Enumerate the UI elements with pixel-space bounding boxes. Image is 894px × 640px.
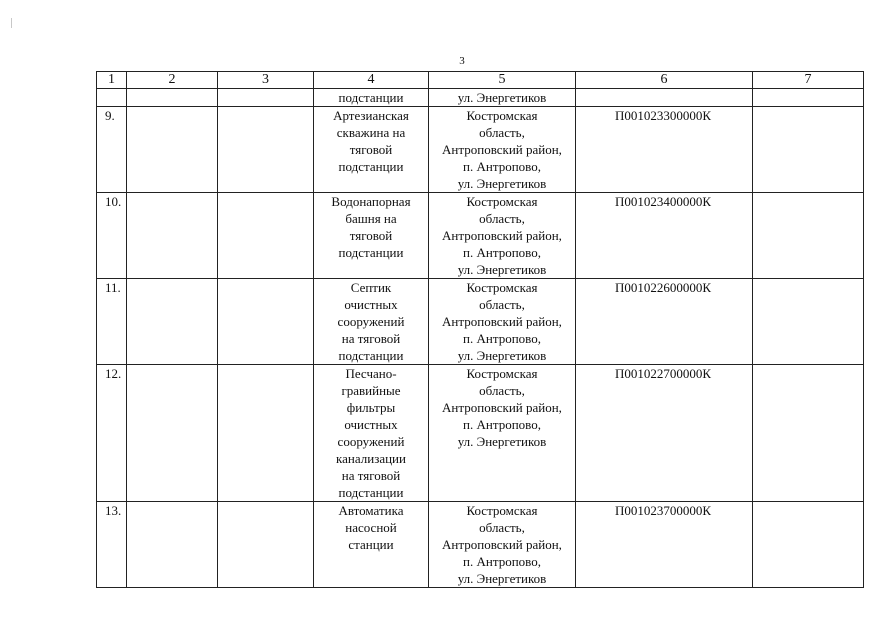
address-line: область, (479, 125, 525, 140)
page-number: 3 (459, 55, 465, 67)
object-name-cell (314, 107, 429, 193)
row-cell-7 (753, 502, 864, 588)
row-cell-2 (127, 107, 218, 193)
object-name-line: башня на (345, 211, 397, 226)
column-header-7: 7 (753, 72, 864, 89)
address-cell (429, 107, 576, 193)
address-line: ул. Энергетиков (457, 434, 547, 449)
object-name-line: подстанции (338, 159, 404, 174)
objects-table (96, 71, 864, 588)
object-name-line: подстанции (338, 245, 404, 260)
table-row (97, 365, 864, 502)
address-line: ул. Энергетиков (457, 348, 547, 363)
table-header (97, 72, 864, 89)
address-line: область, (479, 211, 525, 226)
cadastral-code-cell: П001022600000К (576, 279, 753, 365)
continuation-address: ул. Энергетиков (429, 89, 576, 107)
object-name-line: Песчано- (345, 366, 397, 381)
row-cell-3 (218, 279, 314, 365)
address-line: п. Антропово, (463, 245, 541, 260)
address-line: Костромская (466, 194, 538, 209)
address-line: п. Антропово, (463, 331, 541, 346)
table-row (97, 279, 864, 365)
address-line: п. Антропово, (463, 417, 541, 432)
continuation-cell-6 (576, 89, 753, 107)
object-name-cell (314, 279, 429, 365)
row-cell-7 (753, 193, 864, 279)
row-cell-2 (127, 279, 218, 365)
object-name-line: на тяговой (341, 331, 401, 346)
row-cell-3 (218, 107, 314, 193)
address-line: ул. Энергетиков (457, 176, 547, 191)
column-header-6: 6 (576, 72, 753, 89)
row-cell-7 (753, 365, 864, 502)
row-number-cell: 11. (97, 279, 127, 365)
object-name-line: Артезианская (333, 108, 409, 123)
column-header-3: 3 (218, 72, 314, 89)
continuation-cell-7 (753, 89, 864, 107)
address-line: п. Антропово, (463, 159, 541, 174)
object-name-line: фильтры (346, 400, 396, 415)
address-line: Антроповский район, (442, 314, 562, 329)
cadastral-code-cell: П001023300000К (576, 107, 753, 193)
row-number-cell: 9. (97, 107, 127, 193)
column-header-2: 2 (127, 72, 218, 89)
row-cell-7 (753, 279, 864, 365)
table-row (97, 502, 864, 588)
row-cell-2 (127, 502, 218, 588)
object-name-line: Септик (350, 280, 392, 295)
object-name-line: гравийные (341, 383, 401, 398)
address-line: Костромская (466, 108, 538, 123)
object-name-line: подстанции (338, 485, 404, 500)
column-header-1: 1 (97, 72, 127, 89)
address-cell (429, 279, 576, 365)
object-name-line: Водонапорная (331, 194, 411, 209)
row-number-cell: 13. (97, 502, 127, 588)
continuation-cell-1 (97, 89, 127, 107)
row-cell-3 (218, 193, 314, 279)
address-line: Антроповский район, (442, 400, 562, 415)
address-line: Антроповский район, (442, 537, 562, 552)
header-row (97, 72, 864, 89)
object-name-line: канализации (336, 451, 406, 466)
object-name-line: сооружений (337, 434, 405, 449)
cadastral-code-cell: П001023700000К (576, 502, 753, 588)
table-body (97, 89, 864, 588)
row-cell-2 (127, 365, 218, 502)
address-line: Костромская (466, 280, 538, 295)
continuation-cell-2 (127, 89, 218, 107)
address-line: область, (479, 383, 525, 398)
address-cell (429, 365, 576, 502)
address-line: Антроповский район, (442, 228, 562, 243)
row-cell-3 (218, 502, 314, 588)
object-name-line: подстанции (338, 348, 404, 363)
object-name-line: сооружений (337, 314, 405, 329)
address-line: Антроповский район, (442, 142, 562, 157)
address-line: ул. Энергетиков (457, 262, 547, 277)
column-header-5: 5 (429, 72, 576, 89)
object-name-line: тяговой (349, 142, 393, 157)
row-cell-3 (218, 365, 314, 502)
object-name-cell (314, 193, 429, 279)
column-header-4: 4 (314, 72, 429, 89)
object-name-line: насосной (345, 520, 397, 535)
row-number-cell: 10. (97, 193, 127, 279)
object-name-line: очистных (344, 297, 398, 312)
row-cell-2 (127, 193, 218, 279)
object-name-line: тяговой (349, 228, 393, 243)
row-number-cell: 12. (97, 365, 127, 502)
object-name-line: очистных (344, 417, 398, 432)
address-line: ул. Энергетиков (457, 571, 547, 586)
scan-edge-mark (11, 18, 12, 28)
object-name-line: скважина на (336, 125, 406, 140)
object-name-cell (314, 502, 429, 588)
address-line: Костромская (466, 366, 538, 381)
row-cell-7 (753, 107, 864, 193)
continuation-object-name: подстанции (314, 89, 429, 107)
cadastral-code-cell: П001023400000К (576, 193, 753, 279)
cadastral-code-cell: П001022700000К (576, 365, 753, 502)
table-row (97, 107, 864, 193)
object-name-line: на тяговой (341, 468, 401, 483)
object-name-cell (314, 365, 429, 502)
object-name-line: станции (348, 537, 394, 552)
object-name-line: Автоматика (338, 503, 404, 518)
address-cell (429, 502, 576, 588)
continuation-cell-3 (218, 89, 314, 107)
address-line: область, (479, 520, 525, 535)
address-cell (429, 193, 576, 279)
table-row (97, 193, 864, 279)
address-line: п. Антропово, (463, 554, 541, 569)
address-line: Костромская (466, 503, 538, 518)
address-line: область, (479, 297, 525, 312)
continuation-row (97, 89, 864, 107)
